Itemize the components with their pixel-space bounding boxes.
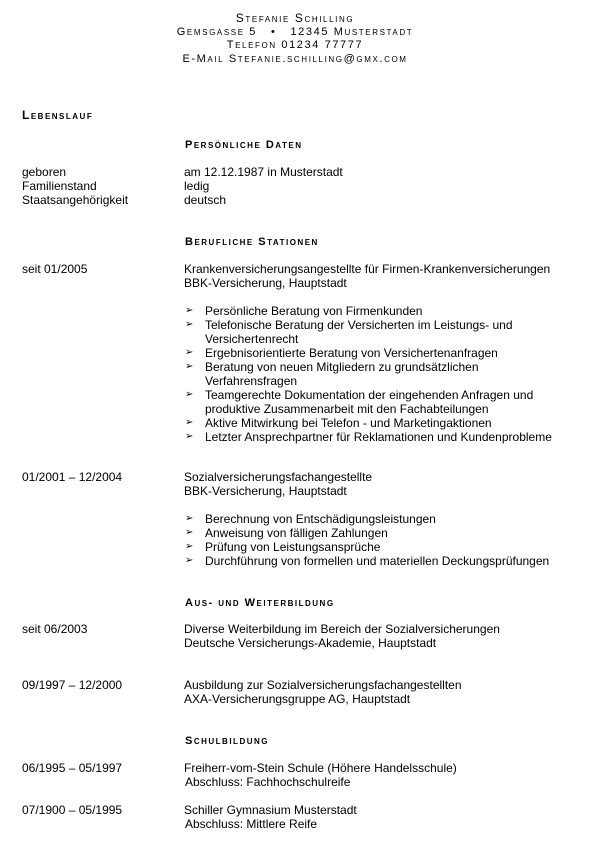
list-item-text: Beratung von neuen Mitgliedern zu grundsätzlichen (205, 360, 479, 374)
training-entry-2 (184, 678, 584, 706)
list-item (184, 346, 584, 360)
career-bullets-2 (184, 512, 584, 568)
address-line (0, 26, 590, 40)
list-item (184, 540, 584, 554)
applicant-name: Stefanie Schilling (235, 11, 355, 25)
training-title: Diverse Weiterbildung im Bereich der Sozialversicherungen (184, 622, 500, 636)
value-nationality: deutsch (184, 193, 227, 207)
training-institution: Deutsche Versicherungs-Akademie, Hauptstadt (184, 636, 437, 650)
city: 12345 Musterstadt (290, 25, 414, 38)
label-born: geboren (22, 165, 67, 179)
list-item (184, 416, 584, 430)
list-item-text: Telefonische Beratung der Versicherten im Leistungs- und (205, 318, 513, 332)
list-item (184, 304, 584, 318)
career-job-2 (184, 470, 584, 498)
school-period-2: 07/1900 – 05/1995 (22, 803, 123, 817)
arrow-bullet-icon: ➢ (185, 431, 194, 442)
label-marital: Familienstand (22, 179, 97, 193)
job-employer: BBK-Versicherung, Hauptstadt (184, 484, 347, 498)
list-item (184, 318, 584, 346)
arrow-bullet-icon: ➢ (185, 513, 194, 524)
section-heading-training: Aus- und Weiterbildung (185, 597, 335, 609)
list-item-text: Ergebnisorientierte Beratung von Versichertenanfragen (205, 346, 498, 360)
list-item (184, 526, 584, 540)
school-period-1: 06/1995 – 05/1997 (22, 761, 123, 775)
list-item-text: Verfahrensfragen (205, 374, 298, 388)
career-bullets-1 (184, 304, 584, 444)
list-item-text: Teamgerechte Dokumentation der eingehenden Anfragen und (205, 388, 534, 402)
cv-title: Lebenslauf (22, 108, 94, 122)
list-item-text: Prüfung von Leistungsansprüche (205, 540, 381, 554)
value-born: am 12.12.1987 in Musterstadt (184, 165, 343, 179)
training-institution: AXA-Versicherungsgruppe AG, Hauptstadt (184, 692, 411, 706)
value-marital: ledig (184, 179, 210, 193)
arrow-bullet-icon: ➢ (185, 361, 194, 372)
training-entry-1 (184, 622, 584, 650)
list-item-text: Berechnung von Entschädigungsleistungen (205, 512, 436, 526)
list-item (184, 554, 584, 568)
arrow-bullet-icon: ➢ (185, 347, 194, 358)
email-line: E-Mail Stefanie.schilling@gmx.com (182, 52, 408, 65)
list-item-text: produktive Zusammenarbeit mit den Fachabteilungen (205, 402, 489, 416)
street: Gemsgasse 5 (176, 25, 258, 38)
list-item (184, 430, 584, 444)
list-item-text: Durchführung von formellen und materiellen Deckungsprüfungen (205, 554, 550, 568)
list-item-text: Aktive Mitwirkung bei Telefon - und Marketingaktionen (205, 416, 492, 430)
school-entry-1 (184, 761, 584, 789)
arrow-bullet-icon: ➢ (185, 389, 194, 400)
personal-labels (22, 165, 128, 207)
arrow-bullet-icon: ➢ (185, 417, 194, 428)
training-period-1: seit 06/2003 (22, 622, 88, 636)
arrow-bullet-icon: ➢ (185, 527, 194, 538)
training-period-2: 09/1997 – 12/2000 (22, 678, 123, 692)
school-degree: Abschluss: Mittlere Reife (185, 817, 318, 831)
school-name: Schiller Gymnasium Musterstadt (184, 803, 357, 817)
list-item (184, 512, 584, 526)
list-item (184, 360, 584, 388)
job-employer: BBK-Versicherung, Hauptstadt (184, 276, 347, 290)
label-nationality: Staatsangehörigkeit (22, 193, 129, 207)
arrow-bullet-icon: ➢ (185, 555, 194, 566)
list-item-text: Versichertenrecht (205, 332, 299, 346)
career-period-2: 01/2001 – 12/2004 (22, 470, 123, 484)
arrow-bullet-icon: ➢ (185, 319, 194, 330)
arrow-bullet-icon: ➢ (185, 541, 194, 552)
school-degree: Abschluss: Fachhochschulreife (185, 775, 351, 789)
career-period-1: seit 01/2005 (22, 262, 88, 276)
list-item (184, 388, 584, 416)
arrow-bullet-icon: ➢ (185, 305, 194, 316)
section-heading-career: Berufliche Stationen (185, 236, 319, 248)
personal-values (184, 165, 584, 207)
section-heading-school: Schulbildung (185, 735, 269, 747)
school-entry-2 (184, 803, 584, 831)
list-item-text: Anweisung von fälligen Zahlungen (205, 526, 388, 540)
phone-line: Telefon 01234 77777 (226, 39, 364, 51)
separator-bullet: • (271, 25, 277, 38)
contact-header (0, 12, 590, 66)
training-title: Ausbildung zur Sozialversicherungsfachangestellten (184, 678, 462, 692)
job-title: Sozialversicherungsfachangestellte (184, 470, 373, 484)
list-item-text: Persönliche Beratung von Firmenkunden (205, 304, 423, 318)
list-item-text: Letzter Ansprechpartner für Reklamationen und Kundenprobleme (205, 430, 552, 444)
job-title: Krankenversicherungsangestellte für Firmen-Krankenversicherungen (184, 262, 551, 276)
school-name: Freiherr-vom-Stein Schule (Höhere Handelsschule) (184, 761, 457, 775)
section-heading-personal: Persönliche Daten (185, 139, 303, 151)
career-job-1 (184, 262, 584, 290)
